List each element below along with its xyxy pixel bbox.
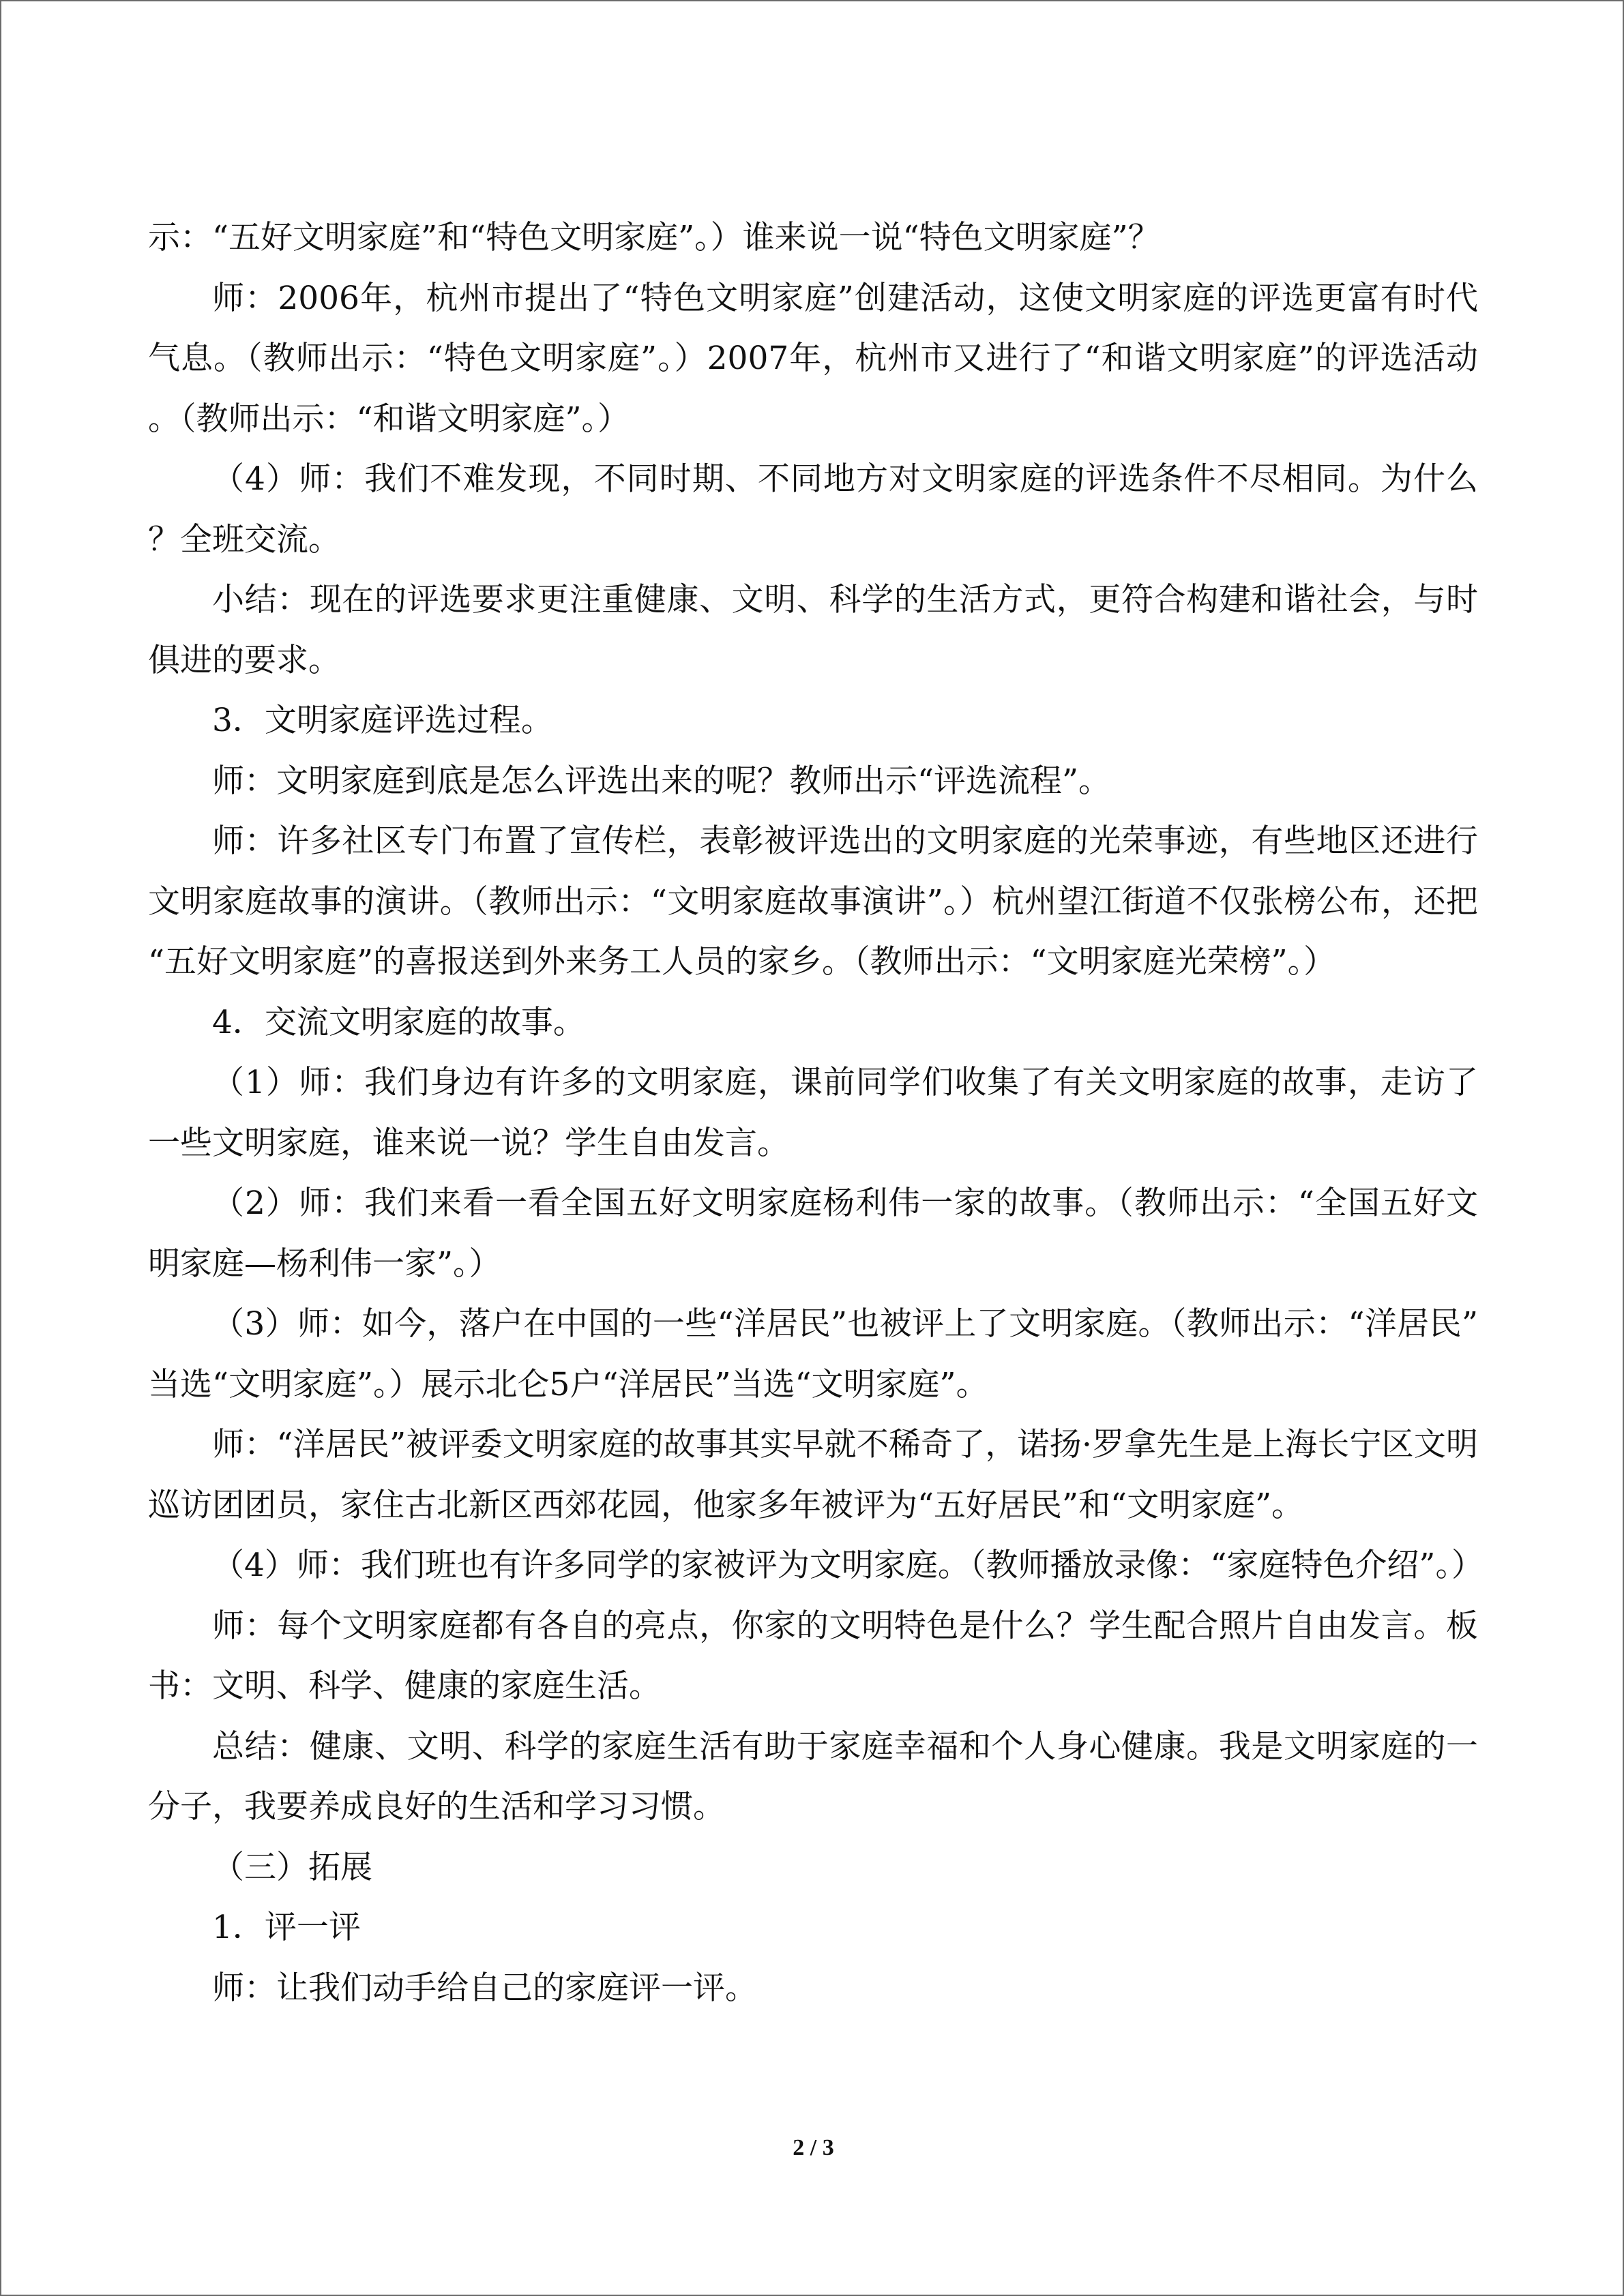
section-heading: 3．文明家庭评选过程。 (212, 702, 553, 739)
paragraph: （4）师：我们班也有许多同学的家被评为文明家庭。（教师播放录像：“家庭特色介绍”。） (212, 1547, 1483, 1584)
document-body (148, 208, 1483, 2018)
section-heading: 1．评一评 (212, 1909, 361, 1946)
paragraph: 示：“五好文明家庭”和“特色文明家庭”。）谁来说一说“特色文明家庭”？ (148, 219, 1160, 256)
paragraph: 师：2006年，杭州市提出了“特色文明家庭”创建活动，这使文明家庭的评选更富有时代气息。（教师出示：“特色文明家庭”。）2007年，杭州市又进行了“和谐文明家庭”的评选活动。（教师出示：“和谐文明家庭”。） (148, 279, 1478, 438)
paragraph: （3）师：如今，落户在中国的一些“洋居民”也被评上了文明家庭。（教师出示：“洋居民”当选“文明家庭”。）展示北仑5户“洋居民”当选“文明家庭”。 (148, 1305, 1478, 1403)
paragraph: 师：“洋居民”被评委文明家庭的故事其实早就不稀奇了，诺扬·罗拿先生是上海长宁区文明巡访团团员，家住古北新区西郊花园，他家多年被评为“五好居民”和“文明家庭”。 (148, 1426, 1478, 1524)
paragraph: 小结：现在的评选要求更注重健康、文明、科学的生活方式，更符合构建和谐社会，与时俱进的要求。 (148, 581, 1478, 679)
page-number: 2 / 3 (793, 2135, 834, 2160)
paragraph: 总结：健康、文明、科学的家庭生活有助于家庭幸福和个人身心健康。我是文明家庭的一分子，我要养成良好的生活和学习习惯。 (148, 1727, 1478, 1825)
paragraph: 师：文明家庭到底是怎么评选出来的呢？教师出示“评选流程”。 (212, 762, 1111, 800)
section-heading: （三）拓展 (212, 1848, 372, 1886)
paragraph: （4）师：我们不难发现，不同时期、不同地方对文明家庭的评选条件不尽相同。为什么？全班交流。 (148, 460, 1478, 558)
paragraph: 师：许多社区专门布置了宣传栏，表彰被评选出的文明家庭的光荣事迹，有些地区还进行文明家庭故事的演讲。（教师出示：“文明家庭故事演讲”。）杭州望江街道不仅张榜公布，还把“五好文明家庭”的喜报送到外来务工人员的家乡。（教师出示：“文明家庭光荣榜”。） (148, 822, 1478, 981)
paragraph: （2）师：我们来看一看全国五好文明家庭杨利伟一家的故事。（教师出示：“全国五好文明家庭—杨利伟一家”。） (148, 1184, 1478, 1283)
paragraph: 师：让我们动手给自己的家庭评一评。 (212, 1969, 757, 2007)
paragraph: 师：每个文明家庭都有各自的亮点，你家的文明特色是什么？学生配合照片自由发言。板书：文明、科学、健康的家庭生活。 (148, 1607, 1478, 1705)
section-heading: 4．交流文明家庭的故事。 (212, 1003, 585, 1041)
paragraph: （1）师：我们身边有许多的文明家庭，课前同学们收集了有关文明家庭的故事，走访了一些文明家庭，谁来说一说？学生自由发言。 (148, 1064, 1478, 1162)
